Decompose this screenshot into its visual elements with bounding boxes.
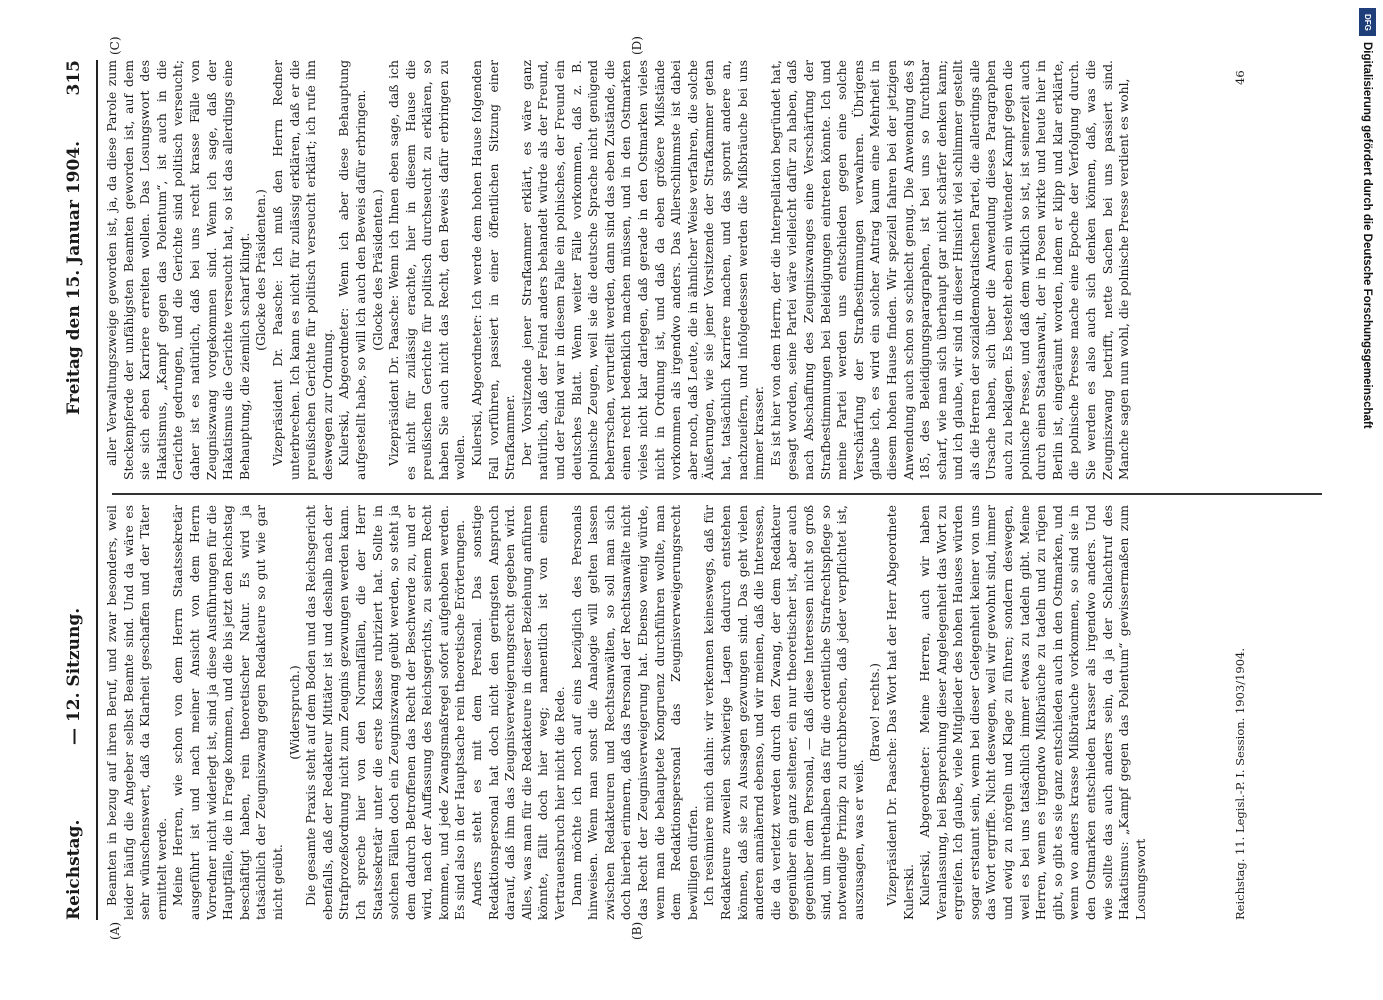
margin-letter-c: (C): [108, 36, 122, 55]
paragraph: Vizepräsident Dr. Paasche: Ich muß den Herrn Redner unterbrechen. Ich kann es nicht für zulässig erklären, daß er die preußischen Gerichte für politisch verseucht erklärt; ich rufe ihn deswegen zur Ordnung.: [269, 60, 335, 480]
paragraph: Der Vorsitzende jener Strafkammer erklärt, es wäre ganz natürlich, daß der Feind anders behandelt würde als der Freund, und der Feind war in diesem Falle ein polnisches, der Freund ein deutsches Blatt. Wenn weiter Fälle vorkommen, daß z. B. polnische Zeugen, weil sie die deutsche Sprache nicht genügend beherrschen, verurteilt werden, dann sind das eben Zustände, die einen recht bedenklich machen müssen, und in den Ostmarken vieles nicht klar darlegen, daß gerade in den Ostmarken vieles nicht in Ordnung ist, und daß da eben größere Mißstände vorkommen als irgendwo anders. Das Allerschlimmste ist dabei aber noch, daß Leute, die in ähnlicher Weise verfahren, die solche Äußerungen, wie sie jener Vorsitzende der Strafkammer getan hat, tatsächlich Karriere machen, und das spornt andere an, nachzueifern, und infolgedessen werden die Mißbräuche bei uns immer krasser.: [518, 60, 767, 480]
paragraph: Ich resümiere mich dahin: wir verkennen keineswegs, daß für Redakteure zuweilen schwierige Lagen dadurch entstehen können, daß sie zu Aussagen gezwungen sind. Das geht vielen anderen annähernd ebenso, und wir meinen, daß die Interessen, die da verletzt werden durch den Zwang, der dem Redakteur gegenüber ein ganz seltener, ein nur theoretischer ist, aber auch gegenüber dem Personal, — daß diese Interessen nicht so groß sind, um ihrethalben das für die ordentliche Strafrechtspflege so notwendige Prinzip zu durchbrechen, daß jeder verpflichtet ist, auszusagen, was er weiß.: [701, 505, 866, 920]
paragraph: Kulerski, Abgeordneter: Meine Herren, auch wir haben Veranlassung, bei Besprechung dieser Angelegenheit das Wort zu ergreifen. Ich glaube, viele Mitglieder des hohen Hauses würden sogar erstaunt sein, wenn bei dieser Gelegenheit keiner von uns das Wort ergriffe. Nicht deswegen, weil wir gewohnt sind, immer und ewig zu nörgeln und Klage zu führen; sondern deswegen, weil es bei uns tatsächlich immer etwas zu tadeln gibt. Meine Herren, wenn es irgendwo Mißbräuche zu tadeln und zu rügen gibt, so gibt es sie ganz entschieden auch in den Ostmarken, und wenn wo anders krasse Mißbräuche vorkommen, so sind sie in den Ostmarken entschieden krasser als irgendwo anders. Und wie sollte das auch anders sein, da ja der Schlachtruf des Hakatismus: „Kampf gegen das Polentum“ gewissermaßen zum Losungswort: [917, 505, 1148, 920]
right-column: [104, 60, 1344, 480]
header-left: Reichstag.: [64, 819, 84, 920]
stage-direction: (Glocke des Präsidenten.): [253, 189, 269, 351]
dfg-logo: DFG: [1359, 8, 1376, 36]
stage-direction: (Glocke des Präsidenten.): [369, 189, 385, 351]
header-session: — 12. Sitzung.: [64, 607, 84, 745]
page-number: 315: [64, 60, 84, 96]
margin-letter-a: (A): [108, 921, 122, 940]
footer-left: Reichstag. 11. Legisl.-P. I. Session. 1903/1904.: [1233, 647, 1247, 920]
margin-letter-b: (B): [630, 921, 644, 940]
paragraph: Beamten in bezug auf ihren Beruf, und zwar besonders, weil leider häufig die Angeber selbst Beamte sind. Und da wäre es sehr wünschenswert, daß da Klarheit geschaffen und der Täter ermittelt werde.: [104, 505, 169, 920]
credit-text: Digitalisierung gefördert durch die Deutsche Forschungsgemeinschaft: [1361, 42, 1373, 429]
header-date: Freitag den 15. Januar 1904.: [64, 140, 84, 415]
stage-direction: (Widerspruch.): [286, 665, 302, 760]
paragraph: Kulerski, Abgeordneter: Ich werde dem hohen Hause folgenden Fall vorführen, passiert in einer öffentlichen Sitzung einer Strafkammer.: [469, 60, 518, 480]
paragraph: Kulerski, Abgeordneter: Wenn ich aber diese Behauptung aufgestellt habe, so will ich auch den Beweis dafür erbringen.: [336, 60, 368, 480]
credit-strip: [1355, 0, 1383, 1000]
paragraph: Es ist hier von dem Herrn, der die Interpellation begründet hat, gesagt worden, seine Partei wäre vielleicht dafür zu haben, daß nach Abschaffung des Zeugniszwanges eine Verschärfung der Strafbestimmungen bei Beleidigungen eintreten könnte. Ich und meine Partei werden uns entschieden gegen eine solche Verschärfung der Strafbestimmungen verwahren. Übrigens glaube ich, es wird ein solcher Antrag kaum eine Mehrheit in diesem hohen Hause finden. Wir speziell fahren bei der jetzigen Anwendung auch schon so schlecht genug. Die Anwendung des § 185, des Beleidigungsparagraphen, ist bei uns so furchtbar scharf, wie man sich überhaupt gar nicht schärfer denken kann; und ich glaube, wir sind in dieser Hinsicht viel schlimmer gestellt als die Herren der sozialdemokratischen Partei, die allerdings alle Ursache haben, sich über die Anwendung dieses Paragraphen auch zu beklagen. Es besteht eben ein wütender Kampf gegen die polnische Presse, und daß dem wirklich so ist, ist seinerzeit auch durch einen Staatsanwalt, der in Posen wirkte und heute hier in Berlin ist, eingeräumt worden, indem er klipp und klar erklärte, die polnische Presse mache eine Epoche der Verfolgung durch. Sie werden es also auch sich denken können, daß, was die Zeugniszwang betrifft, nette Sachen bei uns passiert sind. Manche sagen nun wohl, die polnische Presse verdient es wohl,: [767, 60, 1132, 480]
paragraph: Dann möchte ich noch auf eins bezüglich des Personals hinweisen. Wenn man sonst die Analogie will gelten lassen zwischen Redakteuren und Rechtsanwälten, so soll man sich doch hierbei erinnern, daß das Personal der Rechtsanwälte nicht das Recht der Zeugnisverweigerung hat. Ebenso wenig würde, wenn man die behauptete Kongruenz durchführen wollte, man dem Redaktionspersonal das Zeugnisverweigerungsrecht bewilligen dürfen.: [568, 505, 700, 920]
paragraph: Die gesamte Praxis steht auf dem Boden und das Reichsgericht ebenfalls, daß der Redakteur Mittäter ist und deshalb nach der Strafprozeßordnung nicht zum Zeugnis gezwungen werden kann. Ich spreche hier von den Normalfällen, die der Herr Staatssekretär unter die erste Klasse rubriziert hat. Sollte in solchen Fällen doch ein Zeugniszwang geübt werden, so steht ja dem dadurch Betroffenen das Recht der Beschwerde zu, und er wird, nach der Auffassung des Reichsgerichts, zu seinem Recht kommen, und jede Zwangsmaßregel sofort aufgehoben werden. Es sind also in der Hauptsache rein theoretische Erörterungen.: [303, 505, 468, 920]
paragraph: aller Verwaltungszweige geworden ist, ja, da diese Parole zum Steckenpferde der unfähigsten Beamten geworden ist, auf dem sie sich eben Karriere erreiten wollen. Das Losungswort des Hakatismus, „Kampf gegen das Polentum“, ist auch in die Gerichte gedrungen, und die Gerichte sind politisch verseucht; daher ist es natürlich, daß bei uns recht krasse Fälle von Zeugniszwang vorgekommen sind. Wenn ich sage, daß der Hakatismus die Gerichte verseucht hat, so ist das allerdings eine Behauptung, die ziemlich scharf klingt.: [104, 60, 252, 480]
footer-page-signature: 46: [1233, 70, 1247, 85]
paragraph: Anders steht es mit dem Personal. Das sonstige Redaktionspersonal hat doch nicht den geringsten Anspruch darauf, daß ihm das Zeugnisverweigerungsrecht gegeben wird. Alles, was man für die Redakteure in dieser Beziehung anführen könnte, fällt doch hier weg; namentlich ist von einem Vertrauensbruch hier nicht die Rede.: [469, 505, 568, 920]
page-header: [58, 60, 98, 920]
paragraph: Meine Herren, wie schon von dem Herrn Staatssekretär ausgeführt ist und nach meiner Ansicht von dem Herrn Vorredner nicht widerlegt ist, sind ja diese Ausführungen für die Hauptfälle, die in Frage kommen, und die bis jetzt den Reichstag beschäftigt haben, rein theoretischer Natur. Es wird ja tatsächlich der Zeugniszwang gegen Redakteure so gut wie gar nicht geübt.: [170, 505, 285, 920]
column-separator: [112, 493, 1322, 495]
paragraph: Vizepräsident Dr. Paasche: Das Wort hat der Herr Abgeordnete Kulerski.: [883, 505, 916, 920]
header-rule: [96, 60, 98, 920]
stage-direction: (Bravo! rechts.): [867, 663, 883, 762]
margin-letter-d: (D): [630, 36, 644, 55]
left-column: [104, 505, 1148, 920]
paragraph: Vizepräsident Dr. Paasche: Wenn ich Ihnen eben sage, daß ich es nicht für zulässig erachte, hier in diesem Hause die preußischen Gerichte für politisch durchseucht zu erklären, so haben Sie auch nicht das Recht, den Beweis dafür erbringen zu wollen.: [386, 60, 468, 480]
